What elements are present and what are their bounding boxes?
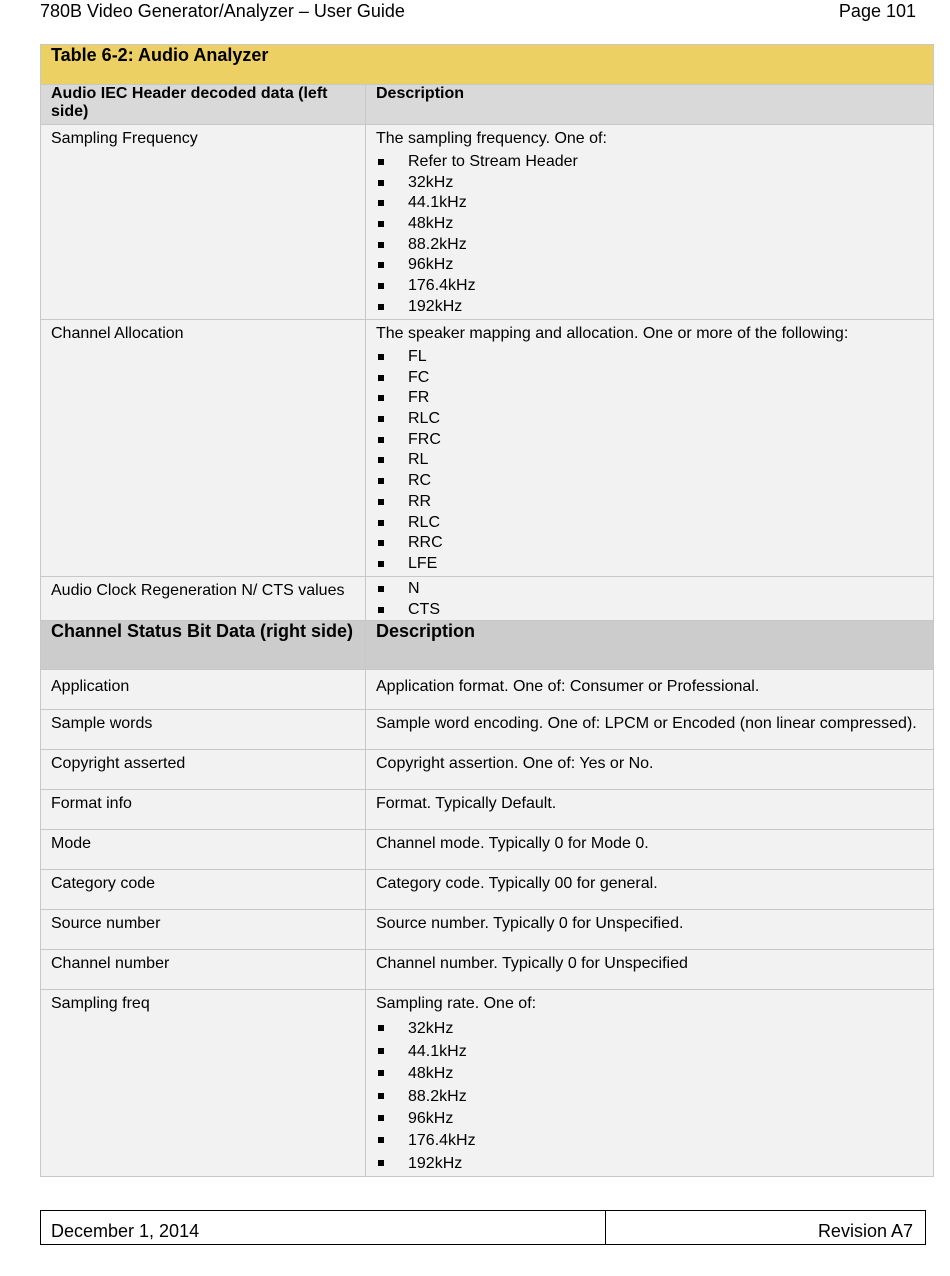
table-row <box>41 830 934 870</box>
list-item: FL <box>376 347 923 368</box>
row-label: Copyright asserted <box>51 755 186 773</box>
audio-analyzer-table <box>40 44 934 1177</box>
row-description: Channel mode. Typically 0 for Mode 0. <box>376 835 649 853</box>
table-row <box>41 577 934 621</box>
table-row <box>41 910 934 950</box>
list-item: CTS <box>376 600 923 621</box>
row-label: Category code <box>51 875 156 893</box>
table-row <box>41 870 934 910</box>
row-label: Channel Allocation <box>51 325 184 342</box>
table-row <box>41 125 934 320</box>
row-label: Channel number <box>51 955 170 973</box>
row-description: The speaker mapping and allocation. One or more of the following: <box>376 325 849 342</box>
list-item: RLC <box>376 409 923 430</box>
table-row <box>41 790 934 830</box>
list-item: 32kHz <box>376 173 923 194</box>
list-item: 96kHz <box>376 1108 923 1130</box>
list-item: 44.1kHz <box>376 1041 923 1063</box>
list-item: 48kHz <box>376 1063 923 1085</box>
row-description: Format. Typically Default. <box>376 795 557 813</box>
row-label: Sampling Frequency <box>51 130 198 147</box>
list-item: Refer to Stream Header <box>376 152 923 173</box>
section1-header-row <box>41 85 934 125</box>
row-description: Copyright assertion. One of: Yes or No. <box>376 755 654 773</box>
list-item: 48kHz <box>376 214 923 235</box>
footer-revision: Revision A7 <box>817 1221 913 1241</box>
row-description: The sampling frequency. One of: <box>376 130 607 147</box>
section1-col2-header: Description <box>366 85 934 125</box>
list-item: RL <box>376 450 923 471</box>
list-item: 96kHz <box>376 255 923 276</box>
list-item: 192kHz <box>376 297 923 318</box>
table-row <box>41 320 934 577</box>
list-item: FC <box>376 368 923 389</box>
table-title: Table 6-2: Audio Analyzer <box>41 45 934 85</box>
list-item: RC <box>376 471 923 492</box>
list-item: RLC <box>376 513 923 534</box>
list-item: 176.4kHz <box>376 276 923 297</box>
footer-divider <box>605 1211 606 1244</box>
row-label: Source number <box>51 915 161 933</box>
row-description: Sample word encoding. One of: LPCM or Encoded (non linear compressed). <box>376 715 917 733</box>
row-description: Application format. One of: Consumer or Professional. <box>376 678 760 696</box>
row-label: Format info <box>51 795 132 813</box>
row-label: Audio Clock Regeneration N/ CTS values <box>51 582 345 599</box>
list-item: RR <box>376 492 923 513</box>
section1-col1-header: Audio IEC Header decoded data (left side) <box>41 85 366 125</box>
row-description: Source number. Typically 0 for Unspecified. <box>376 915 684 933</box>
section2-col1-header: Channel Status Bit Data (right side) <box>41 621 366 670</box>
bullet-list <box>376 1018 923 1175</box>
list-item: 176.4kHz <box>376 1130 923 1152</box>
list-item: RRC <box>376 533 923 554</box>
bullet-list <box>376 152 923 318</box>
table-row <box>41 990 934 1177</box>
bullet-list <box>376 579 923 620</box>
list-item: 32kHz <box>376 1018 923 1040</box>
footer-date: December 1, 2014 <box>51 1221 200 1241</box>
list-item: LFE <box>376 554 923 575</box>
table-title-row <box>41 45 934 85</box>
list-item: 88.2kHz <box>376 1086 923 1108</box>
row-description: Sampling rate. One of: <box>376 995 537 1013</box>
page-footer <box>40 1210 926 1245</box>
page-number: Page 101 <box>838 1 916 21</box>
table-row <box>41 950 934 990</box>
list-item: 44.1kHz <box>376 193 923 214</box>
row-label: Sample words <box>51 715 153 733</box>
row-label: Application <box>51 678 130 696</box>
document-title: 780B Video Generator/Analyzer – User Guide <box>40 1 405 21</box>
bullet-list <box>376 347 923 575</box>
list-item: FR <box>376 388 923 409</box>
page-header <box>40 0 916 24</box>
list-item: N <box>376 579 923 600</box>
section2-header-row <box>41 621 934 670</box>
table-row <box>41 750 934 790</box>
row-description: Channel number. Typically 0 for Unspecified <box>376 955 688 973</box>
table-row <box>41 670 934 710</box>
table-row <box>41 710 934 750</box>
row-label: Mode <box>51 835 92 853</box>
row-description: Category code. Typically 00 for general. <box>376 875 658 893</box>
section2-col2-header: Description <box>366 621 934 670</box>
list-item: FRC <box>376 430 923 451</box>
list-item: 192kHz <box>376 1153 923 1175</box>
row-label: Sampling freq <box>51 995 150 1013</box>
list-item: 88.2kHz <box>376 235 923 256</box>
